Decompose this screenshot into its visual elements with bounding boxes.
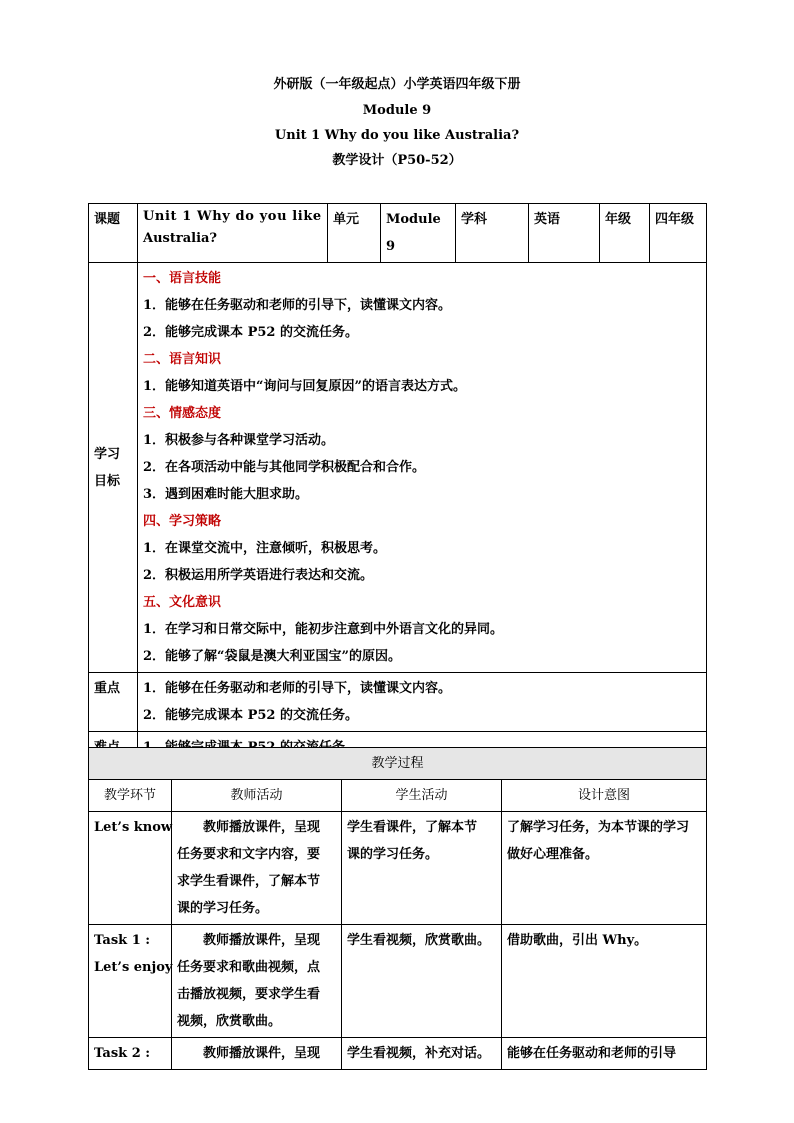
student-activity-text: 课的学习任务。 <box>347 847 439 862</box>
process-title: 教学过程 <box>89 748 707 780</box>
doc-title-module: Module 9 <box>362 103 432 118</box>
unit-value: Module 9 <box>381 204 456 263</box>
teacher-activity-text: 教师播放课件，呈现 <box>203 820 321 835</box>
design-intent-cell <box>502 1038 707 1070</box>
key-points-row <box>89 673 707 732</box>
stage-cell <box>89 812 172 925</box>
process-header-row <box>89 780 707 812</box>
teacher-activity-text: 任务要求和文字内容，要 <box>177 847 321 862</box>
student-activity-cell <box>342 812 502 925</box>
goals-section-title: 三、情感态度 <box>143 406 222 421</box>
design-intent-text: 借助歌曲，引出 Why。 <box>507 933 648 948</box>
teacher-activity-cell <box>172 812 342 925</box>
goals-item: 1．在学习和日常交际中，能初步注意到中外语言文化的异同。 <box>143 622 504 637</box>
grade-value: 四年级 <box>650 204 707 263</box>
key-points-label: 重点 <box>89 673 138 732</box>
doc-title-line1: 外研版（一年级起点）小学英语四年级下册 <box>273 77 521 92</box>
goals-item: 2．能够完成课本 P52 的交流任务。 <box>143 325 358 340</box>
doc-title-unit: Unit 1 Why do you like Australia? <box>274 128 520 143</box>
design-intent-text: 了解学习任务，为本节课的学习 <box>507 820 690 835</box>
student-activity-cell <box>342 1038 502 1070</box>
goals-section-title: 五、文化意识 <box>143 595 222 610</box>
teacher-activity-text: 教师播放课件，呈现 <box>203 933 321 948</box>
stage-text: Task 2 : <box>94 1046 151 1061</box>
goals-section-title: 二、语言知识 <box>143 352 222 367</box>
goals-item: 2．积极运用所学英语进行表达和交流。 <box>143 568 374 583</box>
col-header-stage: 教学环节 <box>89 780 172 812</box>
goals-item: 1．能够知道英语中“询问与回复原因”的语言表达方式。 <box>143 379 467 394</box>
topic-value-line2: Australia? <box>143 231 218 246</box>
unit-label: 单元 <box>328 204 381 263</box>
design-intent-cell <box>502 812 707 925</box>
table-row <box>89 812 707 925</box>
lesson-info-table <box>88 203 707 764</box>
stage-cell <box>89 925 172 1038</box>
table-row <box>89 925 707 1038</box>
teacher-activity-text: 教师播放课件，呈现 <box>203 1046 321 1061</box>
student-activity-text: 学生看视频，补充对话。 <box>347 1046 491 1061</box>
subject-label: 学科 <box>456 204 529 263</box>
stage-cell <box>89 1038 172 1070</box>
teaching-process-table <box>88 747 707 1070</box>
teacher-activity-cell <box>172 925 342 1038</box>
table-row <box>89 1038 707 1070</box>
key-points-content <box>138 673 707 732</box>
teacher-activity-cell <box>172 1038 342 1070</box>
teacher-activity-text: 任务要求和歌曲视频，点 <box>177 960 321 975</box>
teacher-activity-text: 视频，欣赏歌曲。 <box>177 1014 282 1029</box>
goals-item: 1．在课堂交流中，注意倾听，积极思考。 <box>143 541 387 556</box>
teacher-activity-text: 课的学习任务。 <box>177 901 269 916</box>
goals-label <box>89 263 138 673</box>
goals-label-line1: 学习 <box>94 446 121 462</box>
process-title-row <box>89 748 707 780</box>
stage-text: Let’s know <box>94 820 173 835</box>
teacher-activity-text: 求学生看课件，了解本节 <box>177 874 321 889</box>
goals-section-title: 四、学习策略 <box>143 514 222 529</box>
stage-text: Let’s enjoy <box>94 960 173 975</box>
col-header-teacher: 教师活动 <box>172 780 342 812</box>
student-activity-text: 学生看课件，了解本节 <box>347 820 478 835</box>
student-activity-text: 学生看视频，欣赏歌曲。 <box>347 933 491 948</box>
design-intent-cell <box>502 925 707 1038</box>
doc-title-design: 教学设计（P50-52） <box>332 153 462 168</box>
stage-text: Task 1 : <box>94 933 151 948</box>
key-point-item: 1．能够在任务驱动和老师的引导下，读懂课文内容。 <box>143 681 452 696</box>
col-header-student: 学生活动 <box>342 780 502 812</box>
subject-value: 英语 <box>529 204 600 263</box>
goals-item: 3．遇到困难时能大胆求助。 <box>143 487 309 502</box>
design-intent-text: 做好心理准备。 <box>507 847 599 862</box>
student-activity-cell <box>342 925 502 1038</box>
goals-label-line2: 目标 <box>94 473 121 489</box>
col-header-intent: 设计意图 <box>502 780 707 812</box>
info-row <box>89 204 707 263</box>
topic-value-line1: Unit 1 Why do you like <box>143 209 322 224</box>
goals-item: 1．能够在任务驱动和老师的引导下，读懂课文内容。 <box>143 298 452 313</box>
goals-section-title: 一、语言技能 <box>143 271 222 286</box>
grade-label: 年级 <box>600 204 650 263</box>
goals-row <box>89 263 707 673</box>
teacher-activity-text: 击播放视频，要求学生看 <box>177 987 321 1002</box>
topic-value <box>138 204 328 263</box>
goals-item: 2．在各项活动中能与其他同学积极配合和合作。 <box>143 460 426 475</box>
design-intent-text: 能够在任务驱动和老师的引导 <box>507 1046 677 1061</box>
goals-item: 1．积极参与各种课堂学习活动。 <box>143 433 335 448</box>
goals-item: 2．能够了解“袋鼠是澳大利亚国宝”的原因。 <box>143 649 402 664</box>
topic-label: 课题 <box>89 204 138 263</box>
key-point-item: 2．能够完成课本 P52 的交流任务。 <box>143 708 358 723</box>
goals-content <box>138 263 707 673</box>
